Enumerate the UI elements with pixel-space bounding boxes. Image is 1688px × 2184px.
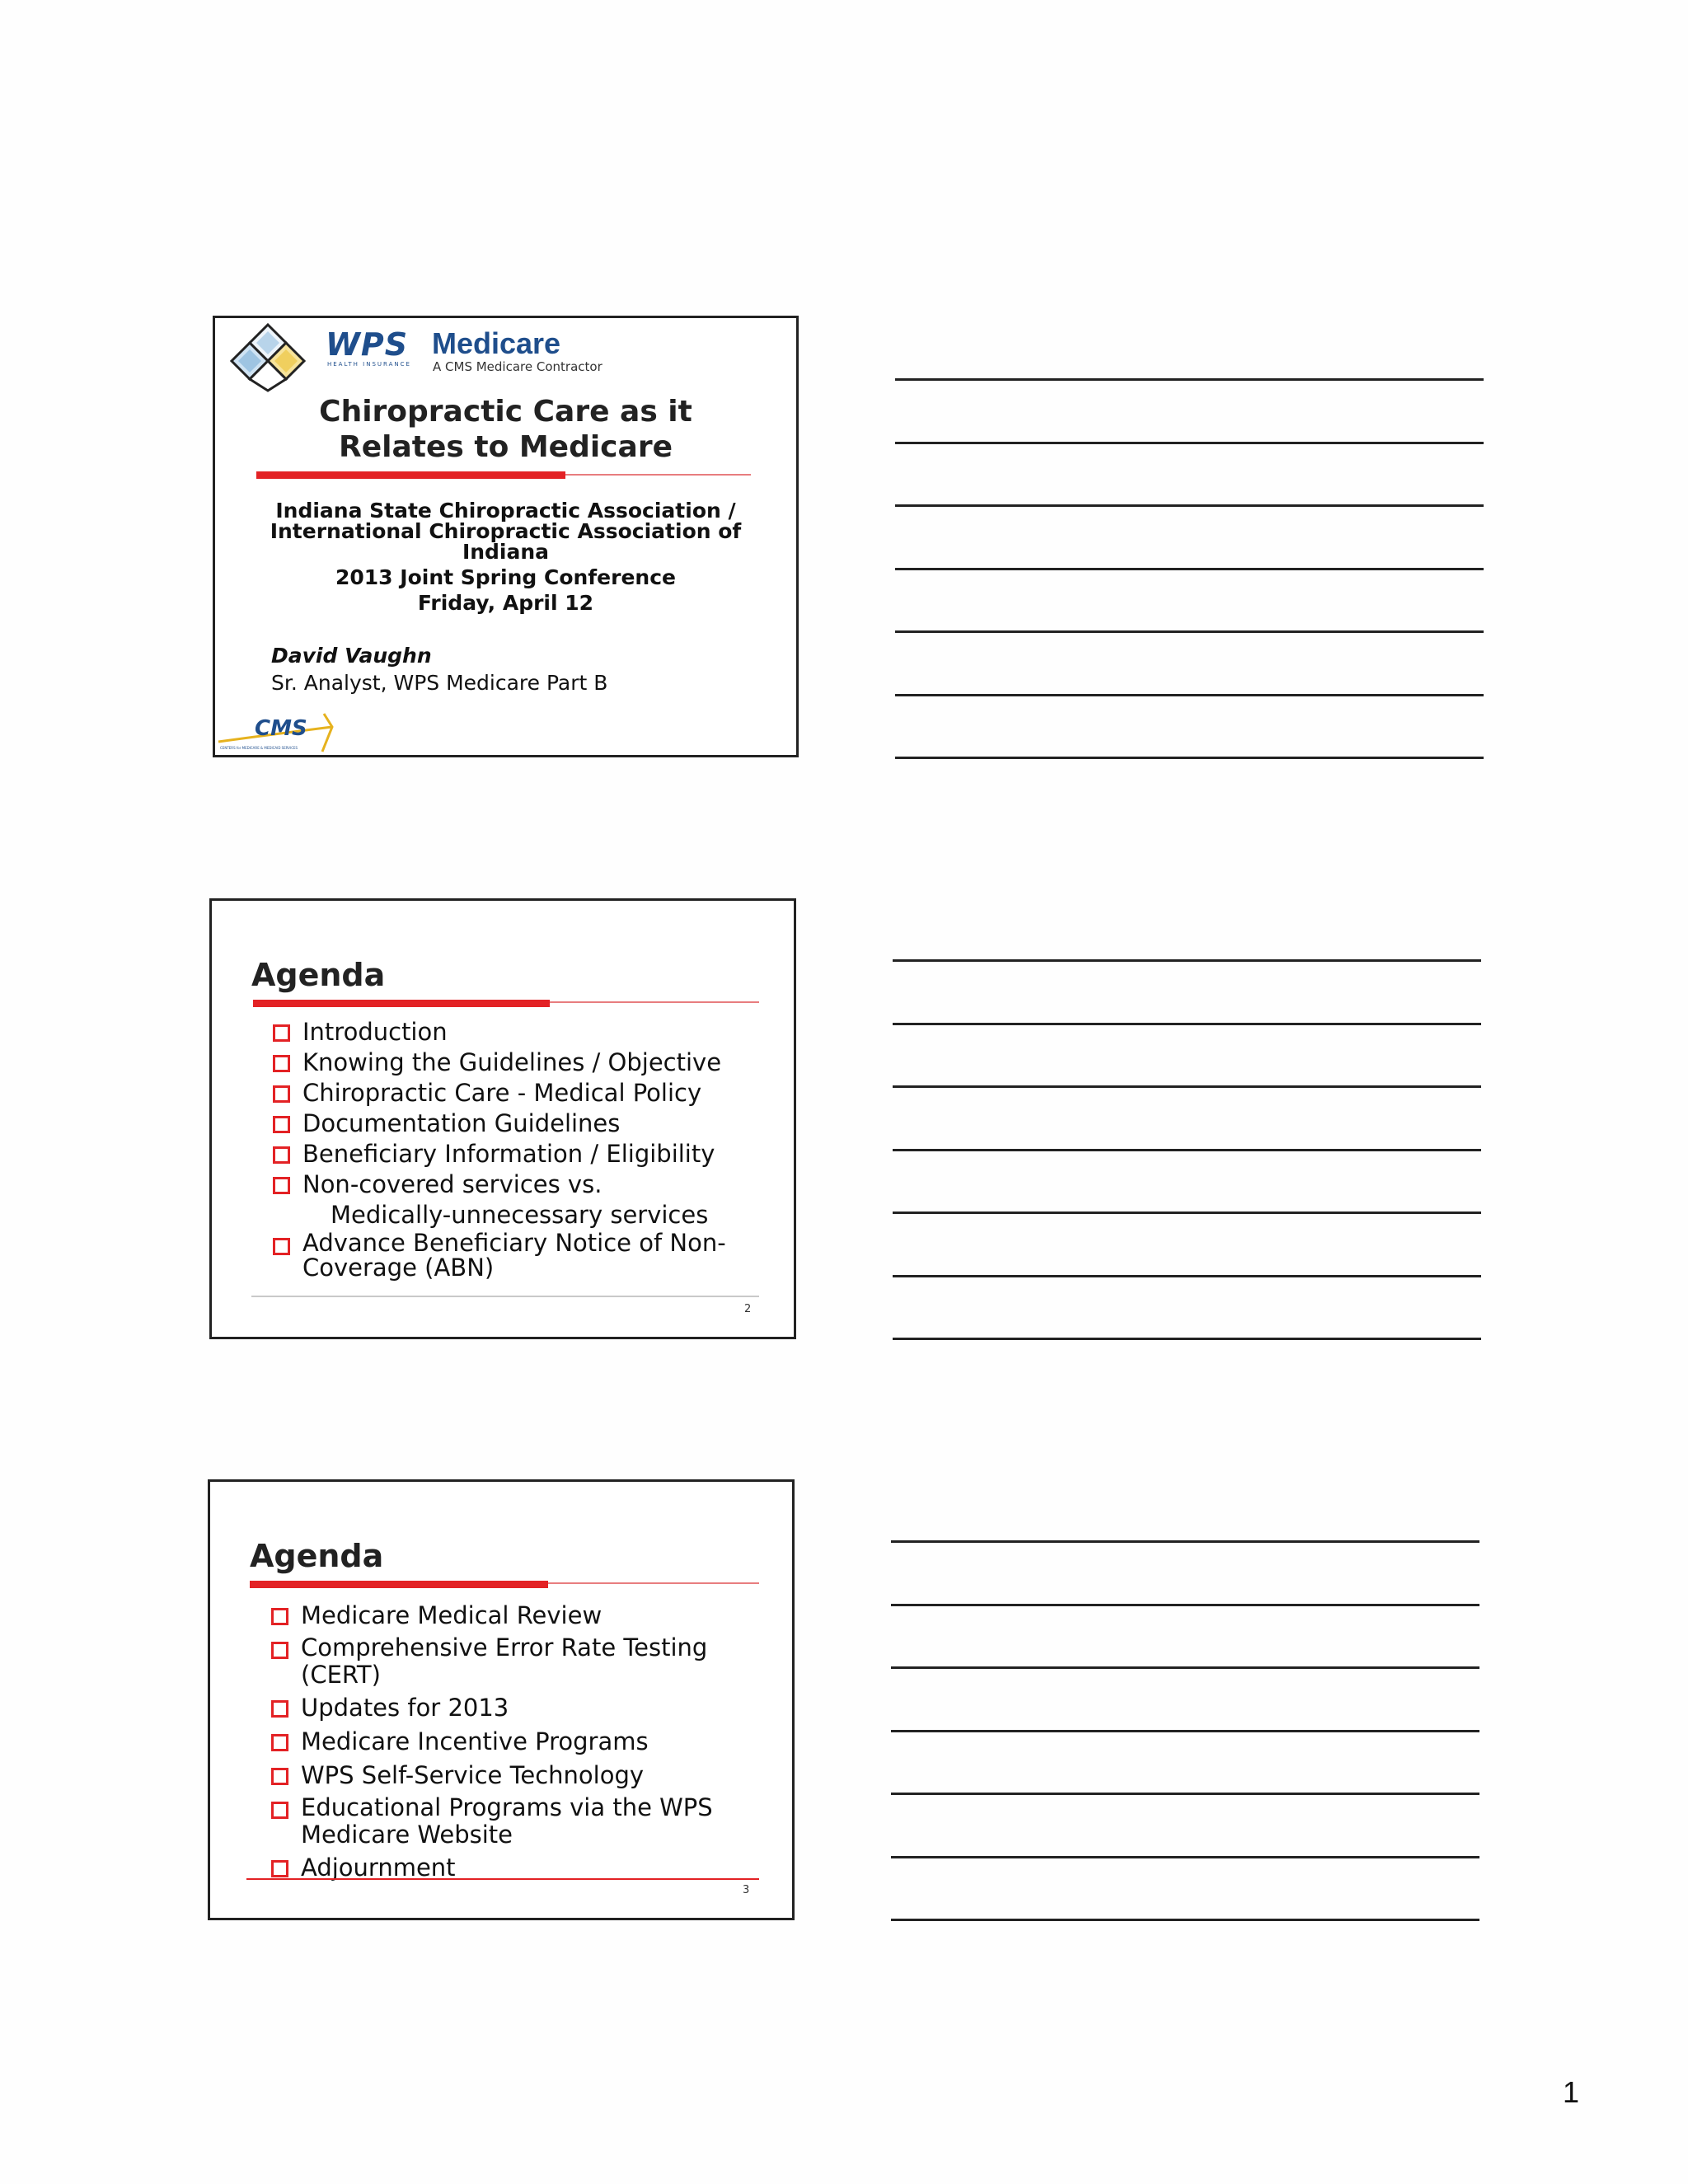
- checkbox-bullet-icon: [273, 1055, 290, 1072]
- title-underline: [256, 471, 565, 479]
- list-item: [271, 1634, 733, 1689]
- medicare-brand-text: Medicare: [432, 326, 561, 360]
- event-line-1: Indiana State Chiropractic Association /: [275, 499, 736, 523]
- note-line: [893, 1085, 1481, 1088]
- list-item-text: Introduction: [302, 1018, 448, 1046]
- wps-brand-text: WPS: [326, 326, 409, 363]
- note-line: [891, 1856, 1479, 1858]
- note-line: [895, 442, 1484, 444]
- note-line: [891, 1793, 1479, 1795]
- note-line: [891, 1540, 1479, 1543]
- checkbox-bullet-icon: [273, 1116, 290, 1133]
- list-item-text: Chiropractic Care - Medical Policy: [302, 1079, 702, 1107]
- list-item: [271, 1727, 733, 1756]
- slide-number: 3: [743, 1884, 750, 1896]
- checkbox-bullet-icon: [271, 1860, 288, 1877]
- note-line: [893, 1149, 1481, 1151]
- list-item-text: Updates for 2013: [301, 1694, 509, 1722]
- title-underline-thin: [548, 1582, 759, 1584]
- slide-1-title: [215, 394, 796, 465]
- checkbox-bullet-icon: [271, 1700, 288, 1718]
- list-item: [273, 1139, 767, 1169]
- title-line-2: Relates to Medicare: [339, 430, 673, 464]
- list-item-text: Educational Programs via the WPS Medicare Website: [301, 1793, 713, 1849]
- cms-logo-text: CMS: [255, 716, 307, 741]
- cms-small-text: CENTERS for MEDICARE & MEDICAID SERVICES: [220, 746, 298, 750]
- title-underline: [253, 1000, 550, 1007]
- list-item: [273, 1169, 767, 1230]
- note-line: [893, 959, 1481, 962]
- list-item: [273, 1108, 767, 1138]
- checkbox-bullet-icon: [271, 1768, 288, 1785]
- list-item-text: Non-covered services vs.: [302, 1170, 603, 1198]
- agenda-list: [271, 1601, 733, 1883]
- title-underline: [250, 1581, 548, 1588]
- agenda-list: [273, 1017, 767, 1281]
- note-line: [895, 568, 1484, 570]
- event-line-5: Friday, April 12: [417, 591, 594, 615]
- list-item-continuation: Medically-unnecessary services: [331, 1201, 709, 1229]
- event-info: [215, 500, 796, 613]
- checkbox-bullet-icon: [273, 1024, 290, 1042]
- note-line: [891, 1919, 1479, 1921]
- list-item-text: WPS Self-Service Technology: [301, 1761, 645, 1789]
- slide-1: [213, 316, 799, 757]
- checkbox-bullet-icon: [273, 1177, 290, 1194]
- slide-2-title: Agenda: [251, 957, 386, 993]
- slide-2: [209, 898, 796, 1339]
- list-item-text: Advance Beneficiary Notice of Non-Coverage (ABN): [302, 1229, 726, 1282]
- checkbox-bullet-icon: [271, 1608, 288, 1625]
- list-item: [271, 1794, 733, 1849]
- list-item-text: Beneficiary Information / Eligibility: [302, 1140, 715, 1168]
- page-number: 1: [1563, 2075, 1580, 2109]
- checkbox-bullet-icon: [273, 1146, 290, 1164]
- note-line: [893, 1275, 1481, 1277]
- note-line: [893, 1338, 1481, 1340]
- logo-small-text: HEALTH INSURANCE: [327, 361, 411, 368]
- list-item-text: Knowing the Guidelines / Objective: [302, 1048, 722, 1076]
- list-item: [273, 1078, 767, 1108]
- note-line: [893, 1212, 1481, 1214]
- list-item: [273, 1047, 767, 1077]
- footer-rule: [251, 1296, 759, 1297]
- list-item-text: Documentation Guidelines: [302, 1109, 621, 1137]
- footer-rule: [246, 1878, 759, 1880]
- list-item-text: Adjournment: [301, 1854, 456, 1882]
- note-line: [895, 694, 1484, 696]
- note-line: [895, 757, 1484, 759]
- checkbox-bullet-icon: [271, 1802, 288, 1819]
- logo-tagline: A CMS Medicare Contractor: [433, 359, 603, 374]
- note-line: [895, 630, 1484, 633]
- presenter-title: Sr. Analyst, WPS Medicare Part B: [271, 671, 608, 695]
- event-line-2: International Chiropractic Association of: [270, 519, 742, 543]
- checkbox-bullet-icon: [271, 1734, 288, 1751]
- list-item: [271, 1760, 733, 1790]
- title-underline-thin: [565, 474, 751, 476]
- note-line: [893, 1023, 1481, 1025]
- title-underline-thin: [550, 1001, 759, 1003]
- slide-3: [208, 1479, 795, 1920]
- presenter-name: David Vaughn: [271, 644, 432, 668]
- list-item-text: Medicare Medical Review: [301, 1601, 603, 1629]
- note-line: [895, 504, 1484, 507]
- slide-3-title: Agenda: [250, 1538, 384, 1574]
- list-item: [271, 1693, 733, 1722]
- checkbox-bullet-icon: [273, 1238, 290, 1255]
- list-item: [273, 1230, 767, 1280]
- title-line-1: Chiropractic Care as it: [319, 395, 692, 429]
- slide-number: 2: [744, 1303, 752, 1315]
- list-item-text: Medicare Incentive Programs: [301, 1727, 649, 1755]
- checkbox-bullet-icon: [271, 1642, 288, 1659]
- wps-diamond-logo-icon: [222, 323, 314, 392]
- note-line: [891, 1730, 1479, 1732]
- list-item-text: Comprehensive Error Rate Testing (CERT): [301, 1633, 708, 1689]
- note-line: [891, 1666, 1479, 1669]
- checkbox-bullet-icon: [273, 1085, 290, 1103]
- note-line: [891, 1604, 1479, 1606]
- list-item: [273, 1017, 767, 1047]
- list-item: [271, 1601, 733, 1630]
- note-line: [895, 378, 1484, 381]
- event-line-3: Indiana: [462, 540, 550, 564]
- event-line-4: 2013 Joint Spring Conference: [335, 565, 676, 589]
